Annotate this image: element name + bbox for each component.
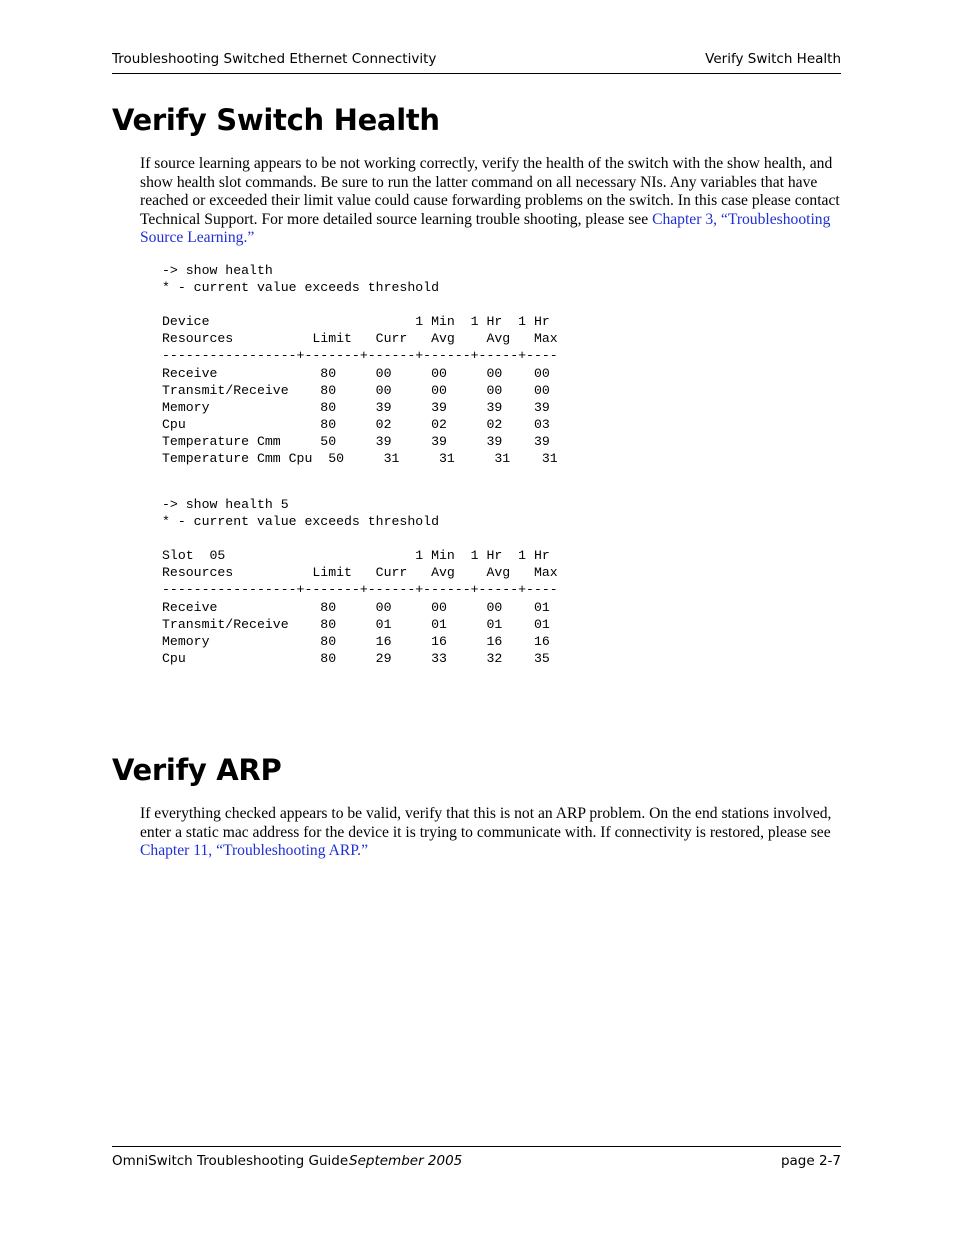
switch-health-text: If source learning appears to be not working correctly, verify the health of the switch with the show health, and show health slot commands. Be sure to run the latter command on all necessary NIs. Any variables that have reached or exceeded their limit value could cause forwarding problems on the switch. In this case please contact Technical Support. For more detailed source learning trouble shooting, please see (140, 155, 840, 228)
code-line: * - current value exceeds threshold (162, 280, 439, 296)
footer-page-number: page 2-7 (780, 1153, 841, 1169)
footer-date: September 2005 (349, 1153, 463, 1169)
show-health-slot-output (162, 496, 558, 667)
code-line: Transmit/Receive 80 00 00 00 00 (162, 382, 550, 398)
header-chapter-title: Troubleshooting Switched Ethernet Connectivity (112, 51, 437, 67)
verify-arp-text: If everything checked appears to be valid, verify that this is not an ARP problem. On the end stations involved, enter a static mac address for the device it is trying to communicate with. If connectivity is restored, please see (140, 805, 832, 841)
code-line: Cpu 80 02 02 02 03 (162, 416, 550, 432)
header-section-title: Verify Switch Health (705, 51, 841, 67)
code-line: Slot 05 1 Min 1 Hr 1 Hr (162, 548, 550, 564)
section-title-verify-arp: Verify ARP (112, 753, 282, 787)
code-line: * - current value exceeds threshold (162, 514, 439, 530)
code-line: Receive 80 00 00 00 01 (162, 599, 550, 615)
code-line: Cpu 80 29 33 32 35 (162, 650, 550, 666)
code-line: Resources Limit Curr Avg Avg Max (162, 565, 558, 581)
code-line (162, 296, 558, 313)
code-line (162, 530, 558, 547)
code-line: Temperature Cmm 50 39 39 39 39 (162, 433, 550, 449)
switch-health-paragraph (140, 155, 840, 248)
verify-arp-paragraph (140, 805, 840, 861)
link-source-learning-chapter[interactable]: Chapter 3, “Troubleshooting Source Learning.” (140, 210, 831, 247)
code-line: -----------------+-------+------+------+-----+---- (162, 582, 558, 598)
section-title-switch-health: Verify Switch Health (112, 103, 440, 137)
footer-guide-title: OmniSwitch Troubleshooting Guide (112, 1153, 349, 1169)
page-header (112, 51, 841, 74)
code-line: -> show health (162, 263, 273, 278)
page-footer (112, 1146, 841, 1177)
code-line: -> show health 5 (162, 497, 289, 512)
code-line: Temperature Cmm Cpu 50 31 31 31 31 (162, 451, 558, 467)
code-line: Memory 80 16 16 16 16 (162, 633, 550, 649)
code-line: Resources Limit Curr Avg Avg Max (162, 331, 558, 347)
code-line: Device 1 Min 1 Hr 1 Hr (162, 314, 550, 330)
code-line: -----------------+-------+------+------+-----+---- (162, 348, 558, 364)
code-line: Transmit/Receive 80 01 01 01 01 (162, 616, 550, 632)
show-health-output (162, 262, 558, 467)
code-line: Receive 80 00 00 00 00 (162, 365, 550, 381)
code-line: Memory 80 39 39 39 39 (162, 399, 550, 415)
link-arp-chapter[interactable]: Chapter 11, “Troubleshooting ARP.” (140, 842, 368, 860)
